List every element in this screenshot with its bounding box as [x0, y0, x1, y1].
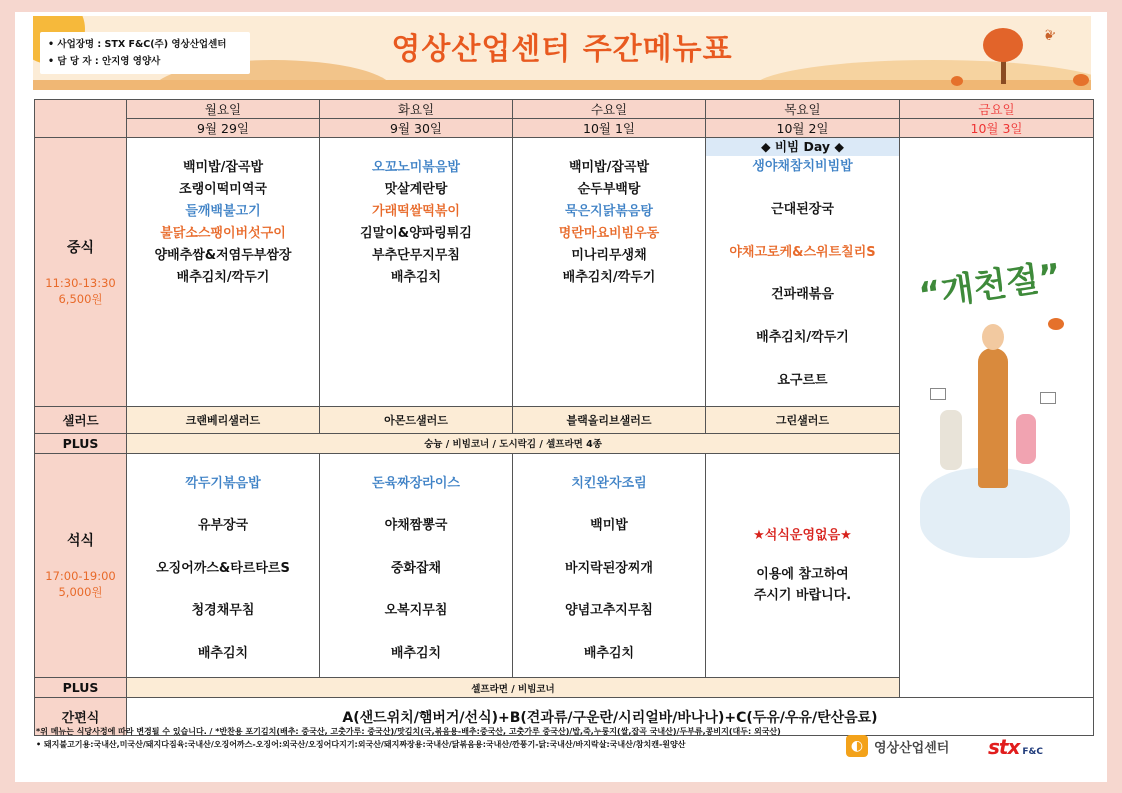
menu-item: 묵은지닭볶음탕 [565, 204, 653, 219]
menu-item: 배추김치 [197, 645, 249, 661]
info-box [40, 32, 250, 74]
no-dinner-note: 이용에 참고하여 [756, 566, 849, 582]
menu-item: 돈육짜장라이스 [372, 475, 460, 491]
stx-logo-text: stx [988, 735, 1020, 759]
manager-name: • 담 당 자 : 안지영 영양사 [48, 53, 242, 70]
plus-dinner-text: 셀프라면 / 비빔코너 [127, 678, 900, 698]
weekly-menu-table [34, 99, 1094, 736]
dinner-label-cell [35, 453, 127, 678]
menu-item: 가래떡쌀떡볶이 [372, 204, 460, 219]
lunch-label-cell [35, 138, 127, 407]
day-date: 10월 1일 [513, 119, 706, 138]
no-dinner-notice [706, 525, 899, 606]
salad-item: 그린샐러드 [706, 406, 900, 433]
day-date: 9월 29일 [127, 119, 320, 138]
menu-item: 청경채무침 [191, 603, 255, 618]
child-figure-icon [940, 410, 962, 470]
dinner-menu-cell [127, 453, 320, 678]
menu-item: 배추김치 [583, 645, 635, 661]
ground-decoration [33, 80, 1091, 90]
meal-time: 17:00-19:00 [45, 569, 116, 584]
menu-item: 야채고로케&스위트칠리S [729, 244, 876, 260]
menu-item: 오꼬노미볶음밥 [372, 160, 460, 175]
meal-time: 11:30-13:30 [45, 275, 116, 290]
menu-item: 치킨완자조림 [571, 475, 647, 491]
lunch-menu-cell [127, 138, 320, 407]
menu-item: 배추김치 [390, 270, 442, 285]
salad-item: 블랙올리브샐러드 [513, 406, 706, 433]
taegukgi-flag-icon [930, 388, 946, 400]
holiday-title: “개천절” [916, 256, 1064, 316]
meal-name: 중식 [66, 239, 95, 256]
menu-item: 들깨백불고기 [185, 204, 261, 219]
day-date: 9월 30일 [320, 119, 513, 138]
day-name: 금요일 [900, 100, 1094, 119]
no-dinner-note: 주시기 바랍니다. [753, 587, 852, 603]
menu-item: 배추김치/깍두기 [756, 330, 849, 346]
salad-label: 샐러드 [35, 406, 127, 433]
menu-item: 백미밥/잡곡밥 [182, 160, 264, 175]
lunch-menu-cell [706, 138, 900, 407]
menu-item: 생야채참치비빔밥 [752, 159, 853, 174]
fc-logo-text: F&C [1022, 747, 1043, 757]
plus-lunch-text: 숭늉 / 비빔코너 / 도시락김 / 셀프라면 4종 [127, 433, 900, 453]
menu-item: 순두부백탕 [577, 182, 641, 197]
dinner-no-service-cell [706, 453, 900, 678]
day-date: 10월 2일 [706, 119, 900, 138]
pumpkin-icon [951, 76, 963, 86]
salad-item: 아몬드샐러드 [320, 406, 513, 433]
menu-item: 바지락된장찌개 [565, 560, 653, 576]
menu-item: 배추김치/깍두기 [176, 270, 270, 285]
day-name: 화요일 [320, 100, 513, 119]
holiday-illustration [900, 138, 1093, 697]
business-name: • 사업장명 : STX F&C(주) 영상산업센터 [48, 36, 242, 53]
salad-item: 크랜베리샐러드 [127, 406, 320, 433]
figure-head-icon [982, 324, 1004, 350]
menu-item: 조랭이떡미역국 [179, 182, 267, 197]
menu-item: 유부장국 [197, 518, 249, 533]
friday-holiday-cell [900, 138, 1094, 698]
snack-text: A(샌드위치/햄버거/선식)+B(견과류/구운란/시리얼바/바나나)+C(두유/우유/탄산음료) [127, 698, 1094, 736]
day-name: 월요일 [127, 100, 320, 119]
dinner-menu-cell [513, 453, 706, 678]
menu-item: 백미밥 [590, 518, 628, 533]
leaf-icon [1048, 318, 1064, 330]
plus-label: PLUS [35, 433, 127, 453]
day-name: 수요일 [513, 100, 706, 119]
menu-item: 양념고추지무침 [565, 603, 653, 618]
pumpkin-icon [1073, 74, 1089, 86]
menu-item: 백미밥/잡곡밥 [568, 160, 650, 175]
day-name: 목요일 [706, 100, 900, 119]
menu-item: 맛살계란탕 [384, 182, 448, 197]
menu-item: 오징어까스&타르타르S [156, 560, 290, 576]
menu-item: 불닭소스팽이버섯구이 [160, 226, 286, 241]
menu-item: 야채짬뽕국 [384, 518, 448, 533]
origin-note: *위 메뉴는 식당사정에 따라 변경될 수 있습니다. / *반찬용 포기김치(배추: 중국산, 고춧가루: 중국산)/맛김치(국,볶음용-배추:중국산, 고춧가루 중국산)/밥,죽,누룽지(쌀,잡곡 국내산)/두부류,콩비지(대두: 외국산) [36, 727, 781, 736]
menu-item: 배추김치/깍두기 [562, 270, 656, 285]
menu-item: 명란마요비빔우동 [558, 226, 660, 241]
lunch-menu-cell [513, 138, 706, 407]
footer-notes [36, 725, 856, 751]
taegukgi-flag-icon [1040, 392, 1056, 404]
page-title: 영상산업센터 주간메뉴표 [391, 32, 733, 67]
yeongsang-logo-icon: ◐ [846, 735, 868, 757]
dangun-figure-icon [978, 348, 1008, 488]
menu-item: 근대된장국 [771, 201, 834, 217]
corner-cell [35, 100, 127, 138]
child-figure-icon [1016, 414, 1036, 464]
leaf-icon: ❦ [1040, 26, 1058, 46]
yeongsang-logo [846, 735, 949, 757]
meal-price: 6,500원 [58, 291, 103, 306]
menu-item: 양배추쌈&저염두부쌈장 [154, 248, 292, 263]
menu-item: 미나리무생채 [571, 248, 647, 263]
menu-item: 부추단무지무침 [372, 248, 460, 263]
bibim-day-banner: ◆ 비빔 Day ◆ [706, 138, 899, 156]
dinner-menu-cell [320, 453, 513, 678]
menu-item: 배추김치 [390, 645, 442, 661]
day-date: 10월 3일 [900, 119, 1094, 138]
menu-item: 중화잡채 [390, 560, 442, 576]
menu-item: 요구르트 [777, 372, 828, 388]
menu-item: 깍두기볶음밥 [185, 475, 261, 491]
menu-item: 김말이&양파링튀김 [360, 226, 472, 241]
stx-logo [988, 735, 1043, 759]
plus-label: PLUS [35, 678, 127, 698]
origin-note: • 돼지불고기용:국내산,미국산/돼지다짐육:국내산/오징어까스-오징어:외국산/오징어다지기:외국산/돼지짜장용:국내산/닭볶음용:국내산/깐풍기-닭:국내산/바지락살:국내산/참치캔-원양산 [36, 740, 686, 749]
no-dinner-title: ★석식운영없음★ [753, 527, 852, 543]
menu-item: 오복지무침 [384, 603, 448, 618]
yeongsang-logo-text: 영상산업센터 [874, 740, 950, 756]
lunch-menu-cell [320, 138, 513, 407]
menu-item: 건파래볶음 [771, 287, 834, 303]
snack-label: 간편식 [35, 698, 127, 736]
meal-price: 5,000원 [58, 585, 103, 600]
meal-name: 석식 [66, 533, 95, 550]
